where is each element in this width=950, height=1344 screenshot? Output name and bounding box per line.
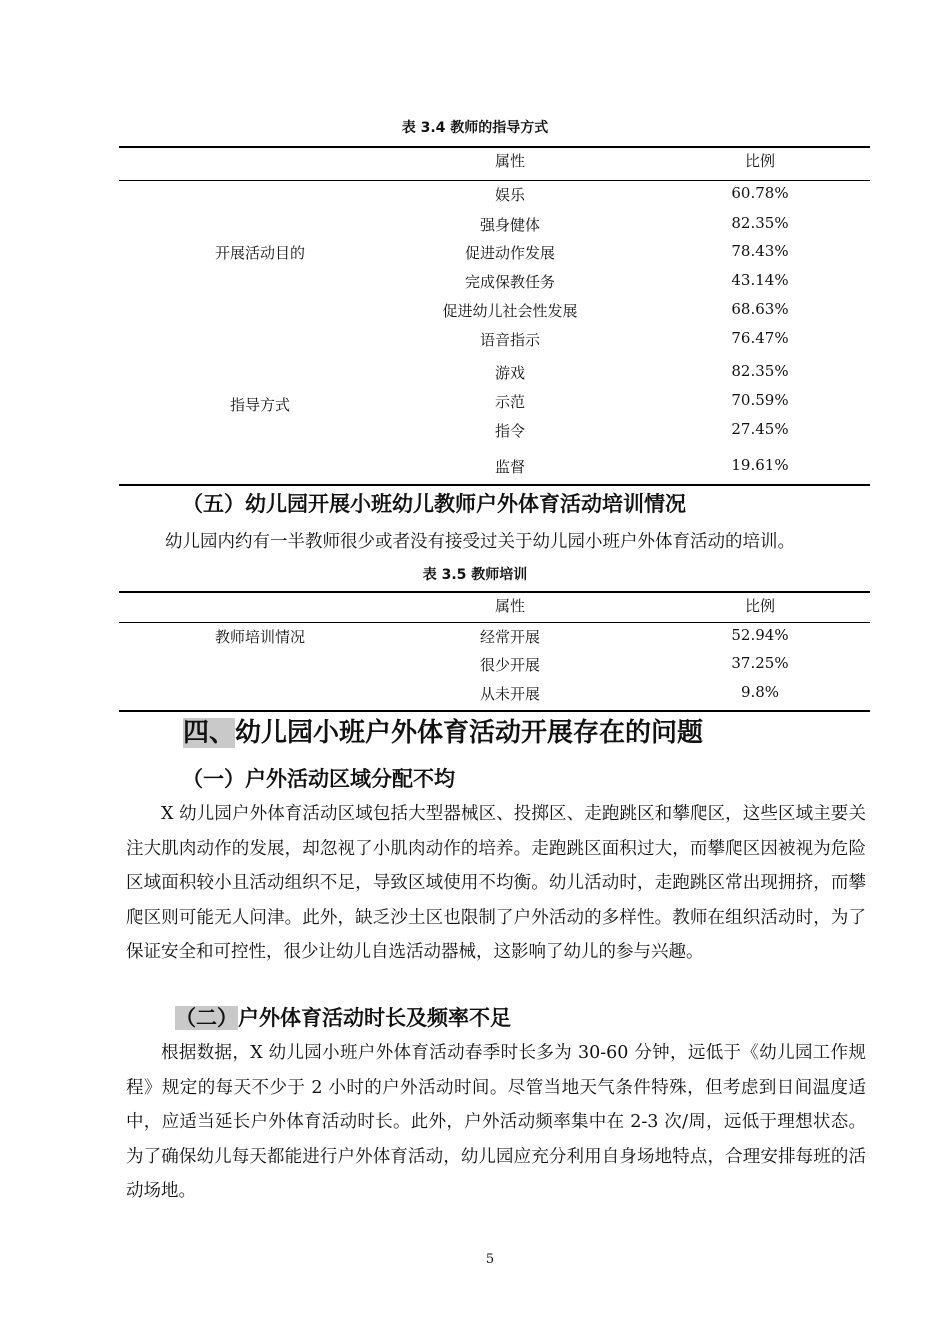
table-top-rule xyxy=(119,146,870,148)
section-body: 幼儿园内约有一半教师很少或者没有接受过关于幼儿园小班户外体育活动的培训。 xyxy=(165,532,795,552)
table-cell-attr: 促进幼儿社会性发展 xyxy=(442,302,578,320)
group-label-activity-purpose: 开展活动目的 xyxy=(214,244,305,262)
table-header-rule xyxy=(119,180,870,181)
table-cell-attr: 经常开展 xyxy=(479,628,540,646)
table-cell-attr: 促进动作发展 xyxy=(464,244,555,262)
table-cell-ratio: 43.14% xyxy=(731,271,789,289)
paragraph: 根据数据，X 幼儿园小班户外体育活动春季时长多为 30-60 分钟，远低于《幼儿园工作规程》规定的每天不少于 2 小时的户外活动时间。尽管当地天气条件特殊，但考虑到日间温度适中，应适当延长户外体育活动时长。此外，户外活动频率集中在 2-3 次/周，远低于理想状态。为了确保幼儿每天都能进行户外体育活动，幼儿园应充分利用自身场地特点，合理安排每班的活动场地。 xyxy=(126,1043,866,1201)
chapter-number: 四、 xyxy=(183,718,236,748)
table-cell-ratio: 76.47% xyxy=(731,329,789,347)
table-cell-ratio: 82.35% xyxy=(731,214,789,232)
table-cell-attr: 示范 xyxy=(494,393,525,411)
subsection-heading: （一）户外活动区域分配不均 xyxy=(182,767,455,791)
table-cell-ratio: 37.25% xyxy=(731,654,789,672)
paragraph: X 幼儿园户外体育活动区域包括大型器械区、投掷区、走跑跳区和攀爬区，这些区域主要关注大肌肉动作的发展，却忽视了小肌肉动作的培养。走跑跳区面积过大，而攀爬区因被视为危险区域面积较小且活动组织不足，导致区域使用不均衡。幼儿活动时，走跑跳区常出现拥挤，而攀爬区则可能无人问津。此外，缺乏沙土区也限制了户外活动的多样性。教师在组织活动时，为了保证安全和可控性，很少让幼儿自选活动器械，这影响了幼儿的参与兴趣。 xyxy=(126,804,866,962)
table-cell-attr: 很少开展 xyxy=(479,656,540,674)
column-header-ratio: 比例 xyxy=(744,597,775,615)
table-cell-ratio: 68.63% xyxy=(731,300,789,318)
subsection-number: （二） xyxy=(175,1006,238,1030)
table-3-4-caption: 表 3.4 教师的指导方式 xyxy=(401,120,549,136)
group-label-teacher-training: 教师培训情况 xyxy=(214,628,305,646)
table-cell-attr: 完成保教任务 xyxy=(464,273,555,291)
table-cell-attr: 娱乐 xyxy=(494,186,525,204)
column-header-ratio: 比例 xyxy=(744,152,775,170)
chapter-title: 幼儿园小班户外体育活动开展存在的问题 xyxy=(235,718,704,748)
page-number: 5 xyxy=(485,1252,495,1267)
table-cell-ratio: 78.43% xyxy=(731,242,789,260)
subsection-title: 户外体育活动时长及频率不足 xyxy=(238,1006,511,1030)
table-cell-attr: 从未开展 xyxy=(479,685,540,703)
table-cell-attr: 语音指示 xyxy=(479,331,540,349)
subsection-heading xyxy=(175,1002,511,1032)
table-cell-ratio: 27.45% xyxy=(731,420,789,438)
chapter-heading xyxy=(183,712,703,749)
table-cell-ratio: 82.35% xyxy=(731,362,789,380)
section-heading: （五）幼儿园开展小班幼儿教师户外体育活动培训情况 xyxy=(182,492,686,516)
table-cell-ratio: 60.78% xyxy=(731,184,789,202)
column-header-attr: 属性 xyxy=(494,152,525,170)
table-cell-ratio: 70.59% xyxy=(731,391,789,409)
table-3-5-caption: 表 3.5 教师培训 xyxy=(422,567,528,583)
table-cell-attr: 指令 xyxy=(494,422,525,440)
group-label-guidance-method: 指导方式 xyxy=(229,396,290,414)
table-bottom-rule xyxy=(119,484,870,486)
table-cell-ratio: 52.94% xyxy=(731,626,789,644)
table-cell-attr: 游戏 xyxy=(494,364,525,382)
table-header-rule xyxy=(119,622,870,623)
table-cell-ratio: 9.8% xyxy=(740,683,780,701)
table-cell-ratio: 19.61% xyxy=(731,456,789,474)
table-top-rule xyxy=(119,591,870,593)
table-cell-attr: 监督 xyxy=(494,458,525,476)
column-header-attr: 属性 xyxy=(494,597,525,615)
table-cell-attr: 强身健体 xyxy=(479,216,540,234)
